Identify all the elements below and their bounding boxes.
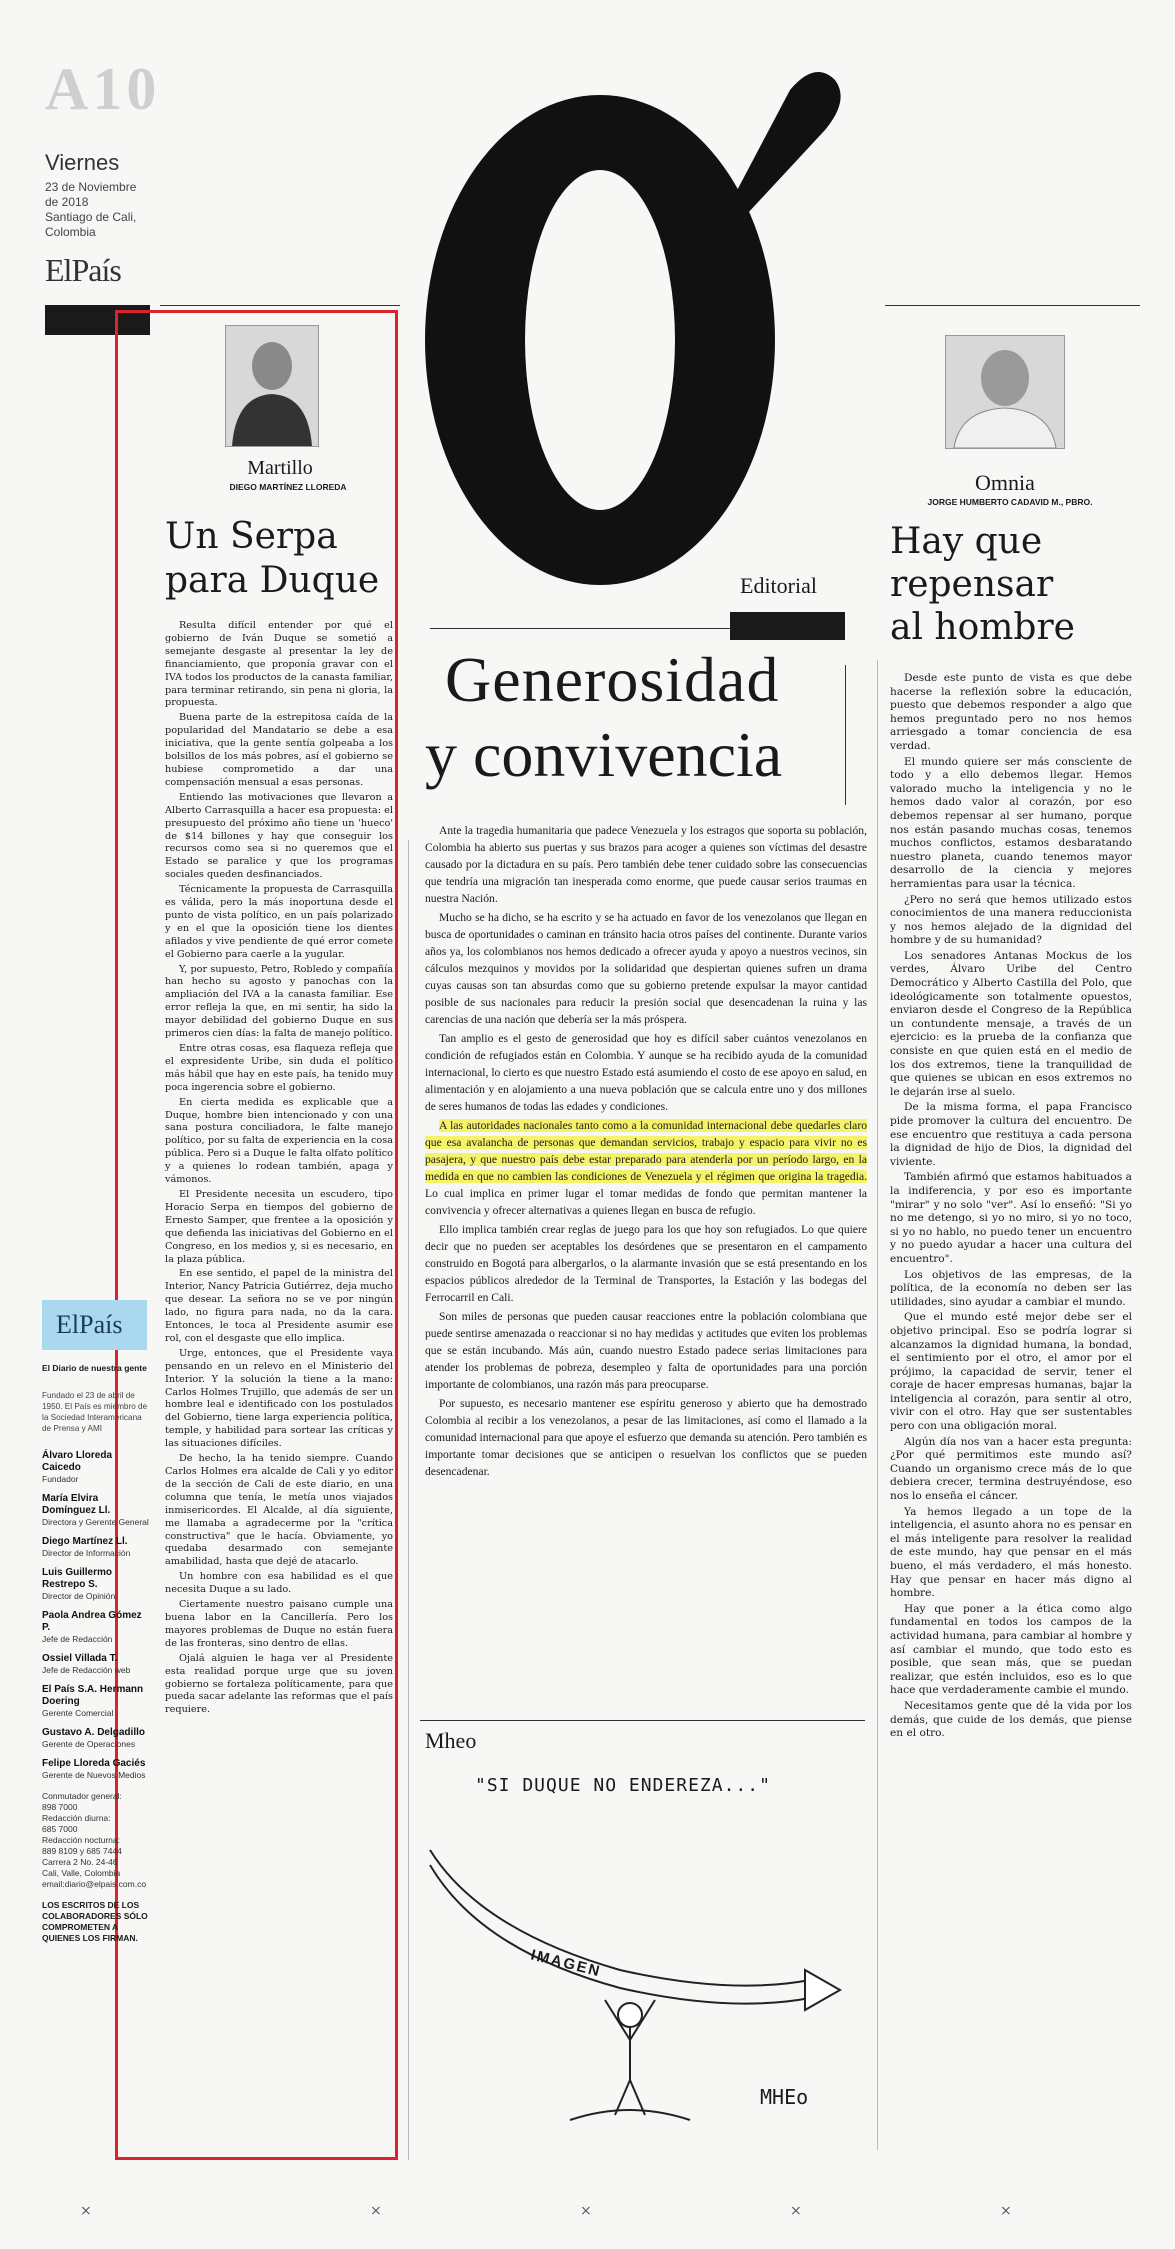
contact-line: 898 7000 [42, 1802, 78, 1812]
omnia-paragraph: Algún día nos van a hacer esta pregunta: ¿Por qué permitimos este mundo así? Cuando un organismo crece más de lo que debiera crecer, termina destruyéndose, eso nos lo enseña el cáncer. [890, 1435, 1132, 1503]
omnia-paragraph: El mundo quiere ser más consciente de todo y a ello debemos llegar. Hemos valorado mucho la inteligencia y no le hemos dado valor al corazón, por eso debemos repensar al ser humano, porque nos están pasando muchas cosas, tenemos muchos conflictos, estamos desbaratando nuestro planeta, cuando tenemos mayor desarrollo de la ciencia y mejores herramientas para usar la técnica. [890, 755, 1132, 890]
staff-name: Paola Andrea Gómez P. [42, 1610, 142, 1633]
omnia-paragraph: Hay que poner a la ética como algo fundamental en todos los campos de la actividad humana, para cambiar al hombre y así cambiar el mundo, que todo esto es posible, que sean más, que se puedan realizar, que estén incluidos, eso es lo que hace que verdaderamente cambie el mundo. [890, 1602, 1132, 1697]
martillo-paragraph: Y, por supuesto, Petro, Robledo y compañía han hecho su agosto y panochas con la ampliación del IVA a la canasta familiar. Ese error refleja la que, en mi sentir, ha sido la mayor debilidad del gobierno Duque en sus primeros cien días: la falta de manejo político. [165, 963, 393, 1040]
martillo-paragraph: Entiendo las motivaciones que llevaron a Alberto Carrasquilla a hacer esa propuesta: el presupuesto del próximo año tiene un 'hueco' de $14 billones y hay que conseguir los recursos como sea si no queremos que el Estado se paralice y que los programas sociales queden desfinanciados. [165, 791, 393, 881]
omnia-paragraph: De la misma forma, el papa Francisco pide promover la cultura del encuentro. De ese encuentro que restituya a cada persona la dignidad de hijo de Dios, la dignidad del viviente. [890, 1101, 1132, 1168]
staff-role: Fundador [42, 1474, 79, 1484]
cartoon-figure [570, 2000, 690, 2120]
big-o-logo [395, 40, 875, 620]
registration-mark: × [80, 2203, 92, 2219]
martillo-paragraph: El Presidente necesita un escudero, tipo Horacio Serpa en tiempos del gobierno de Ernesto Samper, que frentee a la oposición y que defienda las iniciativas del Gobierno en el Congreso, en los medios y, si es necesario, en la plaza pública. [165, 1188, 393, 1265]
omnia-paragraph: Los senadores Antanas Mockus de los verdes, Álvaro Uribe del Centro Democrático y Alberto Castilla del Polo, que ideológicamente son totalmente opuestos, enviaron desde el Congreso de la República un contundente mensaje, a través de un ejercicio: es la prueba de la confianza que consiste en que quien está en el medio de los dos extremos, tiene la tranquilidad de que quienes se ubican en esos extremos no le dejarán irse al suelo. [890, 949, 1132, 1098]
staff-name: Álvaro Lloreda Caicedo [42, 1450, 113, 1473]
editorial-paragraph: Mucho se ha dicho, se ha escrito y se ha actuado en favor de los venezolanos que llegan en busca de oportunidades o caminan en tránsito hacia otros países del continente. Durante varios años ya, los colombianos nos hemos dedicado a ofrecer ayuda y apoyo a nuestros vecinos, sin cálculos mezquinos y movidos por la solidaridad que despiertan quienes sufren un drama cuyas causas son tan absurdas como que su gobierno pretende expulsar la mayor cantidad posible de sus nacionales para reducir la presión social que desencadenan la ruina y las carencias de una nación que debería ser la más próspera. [425, 911, 867, 1026]
martillo-paragraph: Un hombre con esa habilidad es el que necesita Duque a su lado. [165, 1571, 393, 1596]
sidebar-contact [42, 1791, 152, 1890]
editorial-black-bar [730, 612, 845, 640]
omnia-paragraph: Los objetivos de las empresas, de la política, de la economía no deben ser las utilidades, sino ayudar a cambiar el mundo. [890, 1268, 1132, 1308]
omnia-paragraph: También afirmó que estamos habituados a la indiferencia, y por eso es importante "mirar" y no solo "ver". Así lo enseñó: "Si yo no me detengo, si yo no miro, si yo no toco, si yo no hablo, no puedo tener un encuentro y no puedo ayudar a hacer una cultura del encuentro". [890, 1171, 1132, 1265]
omnia-paragraph: ¿Pero no será que hemos utilizado estos conocimientos de una manera reduccionista y nos hemos alejado de la dignidad del hombre y de su humanidad? [890, 893, 1132, 947]
masthead-country: Colombia [45, 225, 96, 239]
contact-line: Carrera 2 No. 24-46 [42, 1857, 118, 1867]
sidebar-tagline: El Diario de nuestra gente [42, 1363, 147, 1373]
martillo-headline: Un Serpa para Duque [165, 516, 380, 601]
contact-line: Conmutador general: [42, 1791, 122, 1801]
martillo-paragraph: Técnicamente la propuesta de Carrasquilla es válida, pero la más inoportuna desde el punto de vista político, en un país polarizado y en el que la oposición tiene los dientes afilados y vive pendiente de qué error comete el Gobierno para caerle a la yugular. [165, 884, 393, 960]
omnia-author: JORGE HUMBERTO CADAVID M., PBRO. [927, 497, 1093, 507]
omnia-column-name: Omnia [975, 470, 1035, 495]
omnia-paragraph: Ya hemos llegado a un tope de la inteligencia, el asunto ahora no es pensar en el más inteligente para resolver la realidad de este mundo, hay que pensar en el más bueno, el más verdadero, el más honesto. Hay que pensar en hacer más digno al hombre. [890, 1505, 1132, 1600]
page-number: A10 [45, 56, 161, 122]
editorial-highlight-paragraph [425, 1117, 867, 1219]
staff-name: María Elvira Domínguez Ll. [42, 1493, 111, 1516]
omnia-body [890, 672, 1132, 1743]
registration-mark: × [790, 2203, 802, 2219]
sidebar-disclaimer: LOS ESCRITOS DE LOS COLABORADORES SÓLO COMPROMETEN A QUIENES LOS FIRMAN. [42, 1900, 148, 1943]
staff-role: Gerente de Operaciones [42, 1739, 136, 1749]
portrait-icon [226, 326, 318, 446]
editorial-paragraph: Tan amplio es el gesto de generosidad que hoy es difícil saber cuántos venezolanos en condición de refugiados están en Colombia. Y aunque se ha recibido ayuda de la comunidad internacional, lo cierto es que nuestro Estado está asumiendo el costo de ese apoyo en salud, en alimentación y en alojamiento a una nueva población que se calcula entre uno y dos millones de seres humanos de todas las edades y condiciones. [425, 1032, 867, 1113]
cartoon-signature: MHEo [760, 2085, 809, 2109]
highlighted-text: A las autoridades nacionales tanto como a la comunidad internacional debe quedarles claro que esa avalancha de personas que demandan servicios, trabajo y espacio para vivir no es pasajera, y que nuestro país debe estar preparado para atenderla por un período largo, en la medida en que no cambien las condiciones de Venezuela y el régimen que origina la tragedia. [425, 1119, 867, 1183]
portrait-icon [946, 336, 1064, 448]
staff-role: Directora y Gerente General [42, 1517, 149, 1527]
omnia-headline: Hay que repensar al hombre [890, 521, 1075, 648]
editorial-paragraph: Por supuesto, es necesario mantener ese espíritu generoso y abierto que ha demostrado Colombia al recibir a los venezolanos, a pesar de las limitaciones, así como el llamado a la comunidad internacional para que apoye el esfuerzo que demanda su atención. Pero también es importante tomar decisiones que se anticipen o resuelvan los conflictos que se pueden desencadenar. [425, 1397, 867, 1478]
column-divider-right [877, 660, 878, 2150]
staff-name: Diego Martínez Ll. [42, 1536, 128, 1547]
editorial-paragraph: Son miles de personas que pueden causar reacciones entre la población colombiana que puede sentirse amenazada o reaccionar si no hay medidas y actitudes que eviten los problemas que se están incubando. Más aún, cuando nuestro Estado padece serias limitaciones para atender los problemas de pobreza, desempleo y falta de oportunidades para una porción importante de colombianos, una razón más para preocuparse. [425, 1310, 867, 1391]
contact-line[interactable]: email:diario@elpais.com.co [42, 1879, 147, 1889]
omnia-paragraph: Que el mundo esté mejor debe ser el objetivo principal. Eso se podría lograr si alcanzamos la dignidad humana, la bondad, el sentimiento por el otro, el amor por el prójimo, la capacidad de servir, tener el coraje de hacer empresas humanas, bajar la inteligencia al corazón, para sentir al otro, vivir con el otro. Hay que ser sustentables pero con una obligación moral. [890, 1311, 1132, 1433]
martillo-paragraph: Resulta difícil entender por qué el gobierno de Iván Duque se sometió a semejante desgaste al presentar la ley de financiamiento, que proponía gravar con el IVA todos los productos de la canasta familiar, para terminar retirando, sin pena ni gloria, la propuesta. [165, 620, 393, 709]
staff-role: Jefe de Redacción web [42, 1665, 131, 1675]
contact-line: 889 8109 y 685 7444 [42, 1846, 122, 1856]
martillo-body [165, 620, 393, 1719]
contact-line: 685 7000 [42, 1824, 78, 1834]
masthead-date: 23 de Noviembre [45, 180, 137, 194]
masthead-year: de 2018 [45, 195, 89, 209]
editorial-label: Editorial [740, 573, 817, 598]
editorial-headline-line2: y convivencia [425, 719, 783, 790]
martillo-author-photo [225, 325, 319, 447]
staff-name: Felipe Lloreda Gaciés [42, 1758, 146, 1769]
editorial-headline-divider [845, 665, 846, 805]
staff-role: Gerente de Nuevos Medios [42, 1770, 146, 1780]
editorial-body [425, 822, 867, 1482]
martillo-paragraph: En ese sentido, el papel de la ministra del Interior, Nancy Patricia Gutiérrez, deja mucho que desear. La señora no se ve por ningún lado, no figura para nada, no da la cara. Entonces, le toca al Presidente asumir ese rol, con el desgaste que ello implica. [165, 1268, 393, 1344]
martillo-paragraph: Buena parte de la estrepitosa caída de la popularidad del Mandatario se debe a esa iniciativa, que la gente sentía golpeaba a los bolsillos de los más pobres, así el gobierno se hubiese comprometido a dar una compensación mensual a esas personas. [165, 712, 393, 788]
staff-name: Ossiel Villada T. [42, 1653, 118, 1664]
contact-line: Redacción nocturna: [42, 1835, 120, 1845]
omnia-paragraph: Desde este punto de vista es que debe hacerse la reflexión sobre la educación, puesto que debemos responder a algo que hemos preguntado pero no nos hemos arriesgado a tomar conciencia de esa verdad. [890, 672, 1132, 752]
masthead-weekday: Viernes [45, 150, 120, 175]
staff-role: Jefe de Redacción [42, 1634, 113, 1644]
masthead-rule [160, 305, 400, 306]
masthead-logo: ElPaís [45, 252, 121, 288]
martillo-paragraph: Entre otras cosas, esa flaqueza refleja que el expresidente Uribe, sin duda el político más hábil que hay en este país, ha tenido muy poca ingerencia sobre el gobierno. [165, 1043, 393, 1093]
omnia-paragraph: Necesitamos gente que dé la vida por los demás, que cuide de los demás, que piense en el otro. [890, 1699, 1132, 1740]
sidebar-logo-box [42, 1300, 147, 1350]
sidebar-staff [42, 1442, 152, 1944]
martillo-author: DIEGO MARTÍNEZ LLOREDA [229, 482, 347, 492]
editorial-paragraph: Ello implica también crear reglas de juego para los que hoy son refugiados. Lo que quiere decir que no pueden ser aceptables los desórdenes que se presentaron en el campamento construido en Bogotá para albergarlos, o la alarmante invasión que se está presentando en los espacios públicos alrededor de la Terminal de Transportes, la Estación y las bodegas del Ferrocarril en Cali. [425, 1223, 867, 1304]
cartoon-label: Mheo [425, 1728, 477, 1753]
omnia-top-rule [885, 305, 1140, 306]
editorial-paragraph: Ante la tragedia humanitaria que padece Venezuela y los estragos que soporta su población, Colombia ha abierto sus puertas y sus brazos para acoger a quienes son víctimas del desastre causado por la dictadura en su país. Pero también debe tener cuidado sobre las consecuencias que tendría una migración tan inesperada como enorme, que puede causar serios traumas en nuestra Nación. [425, 824, 867, 905]
omnia-author-photo [945, 335, 1065, 449]
cartoon-caption: "SI DUQUE NO ENDEREZA..." [475, 1775, 771, 1796]
masthead-city: Santiago de Cali, [45, 210, 137, 224]
sidebar-logo: ElPaís [56, 1310, 123, 1339]
martillo-paragraph: Ojalá alguien le haga ver al Presidente esta realidad porque urge que su joven gobierno se fortaleza políticamente, para que pueda sacar adelante las reformas que el país requiere. [165, 1652, 393, 1716]
martillo-paragraph: De hecho, la ha tenido siempre. Cuando Carlos Holmes era alcalde de Cali y yo editor de la sección de Cali de este diario, en una columna que tenía, le metía unos viajados inmisericordes. El Alcalde, al día siguiente, me llamaba a agradecerme por la "crítica constructiva" que le hacía. Obviamente, yo quedaba desarmado con semejante amabilidad, hasta que dejé de atacarlo. [165, 1453, 393, 1568]
staff-name: Luis Guillermo Restrepo S. [42, 1567, 113, 1590]
editorial-top-rule [430, 628, 730, 629]
martillo-paragraph: En cierta medida es explicable que a Duque, hombre bien intencionado y con una sana postura conciliadora, le falte manejo político, por su falta de experiencia en la cosa pública. Pero si a Duque le falta olfato político y a quienes lo rodean también, apaga y vámonos. [165, 1096, 393, 1186]
staff-name: Gustavo A. Delgadillo [42, 1727, 145, 1738]
cartoon-arrow-text: IMAGEN [529, 1946, 603, 1981]
registration-mark: × [370, 2203, 382, 2219]
martillo-paragraph: Urge, entonces, que el Presidente vaya pensando en un relevo en el Ministerio del Interior. Y la solución la tiene a la mano: Carlos Holmes Trujillo, que además de ser un hombre leal e identificado con los postulados del Gobierno, tiene larga experiencia política, temple, y habilidad para sortear las críticas y las situaciones difíciles. [165, 1347, 393, 1450]
staff-role: Director de Información [42, 1548, 131, 1558]
staff-name: El País S.A. Hermann Doering [42, 1684, 144, 1707]
registration-mark: × [1000, 2203, 1012, 2219]
cartoon-top-rule [420, 1720, 865, 1721]
contact-line: Redacción diurna: [42, 1813, 111, 1823]
martillo-column-name: Martillo [247, 457, 313, 479]
martillo-paragraph: Ciertamente nuestro paisano cumple una buena labor en la Cancillería. Pero los mayores problemas de Duque no están fuera de las fronteras, sino dentro de ellas. [165, 1599, 393, 1649]
staff-role: Gerente Comercial [42, 1708, 114, 1718]
contact-line: Cali, Valle, Colombia [42, 1868, 121, 1878]
after-highlight-text: Lo cual implica en primer lugar el tomar medidas de fondo que permitan mantener la convivencia y ofrecer alternativas a quienes llegan en busca de refugio. [425, 1187, 867, 1217]
editorial-headline-line1: Generosidad [445, 644, 780, 715]
registration-mark: × [580, 2203, 592, 2219]
sidebar-founded: Fundado el 23 de abril de 1950. El País es miembro de la Sociedad Interamericana de Prensa y AMI [42, 1391, 148, 1433]
staff-role: Director de Opinión [42, 1591, 116, 1601]
column-divider-left [408, 840, 409, 2160]
